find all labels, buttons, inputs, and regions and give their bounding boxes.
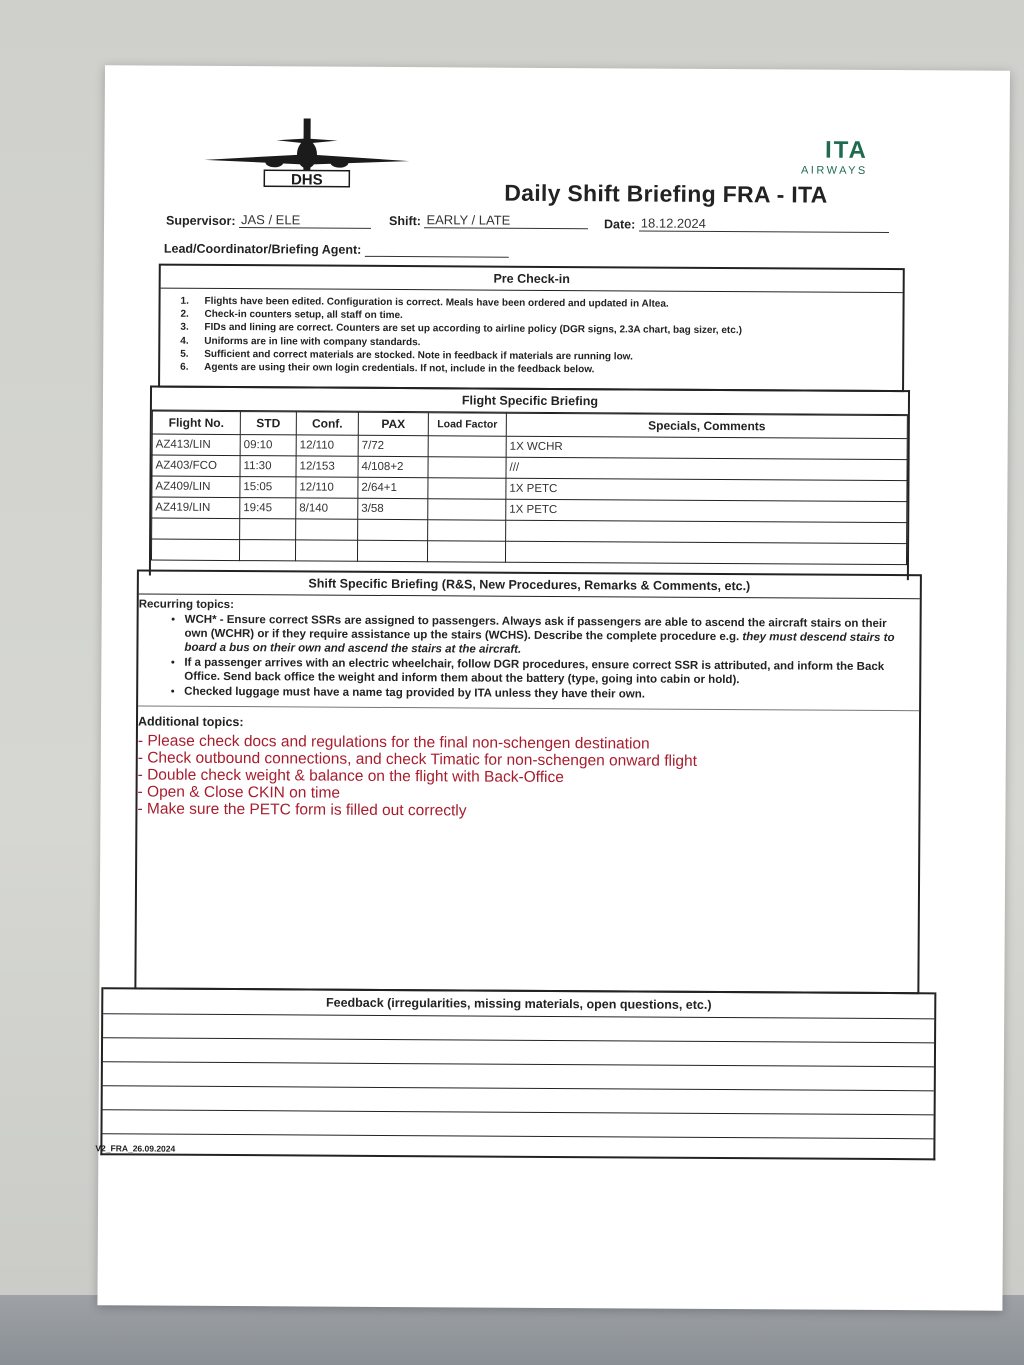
- table-cell: 8/140: [296, 498, 358, 519]
- list-item: • WCH* - Ensure correct SSRs are assigned to passengers. Always ask if passengers are able to ascend the aircraft stairs on their own (WCHR) or if they require assistance up the stairs (WCHS). Describe the complete procedure e.g. they must descend stairs to board a bus on their own and ascend the stairs at the aircraft.: [184, 613, 905, 659]
- supervisor-value: JAS / ELE: [239, 212, 371, 229]
- table-cell: [428, 478, 506, 499]
- dhs-logo-text: DHS: [290, 171, 323, 189]
- column-header: Conf.: [296, 412, 358, 435]
- list-item: 5. Sufficient and correct materials are stocked. Note in feedback if materials are running low.: [180, 348, 633, 363]
- recurring-topics: [138, 594, 920, 711]
- shift-briefing-section: [134, 569, 922, 994]
- column-header: Load Factor: [428, 413, 506, 436]
- table-cell: 11:30: [240, 456, 296, 477]
- date-label: Date:: [604, 217, 636, 232]
- ita-logo-mark: ITA: [824, 136, 869, 164]
- lead-agent-value: [365, 242, 509, 258]
- table-cell: [295, 540, 357, 561]
- table-cell: [357, 540, 427, 561]
- table-cell: 15:05: [240, 477, 296, 498]
- list-item: - Open & Close CKIN on time: [137, 783, 341, 802]
- list-item: - Check outbound connections, and check Timatic for non-schengen onward flight: [137, 749, 698, 770]
- additional-topics-list: [137, 732, 919, 822]
- feedback-section: [100, 987, 936, 1160]
- table-cell: 1X PETC: [506, 499, 907, 522]
- table-cell: 1X WCHR: [506, 436, 907, 459]
- table-cell: 12/110: [296, 477, 358, 498]
- table-row: [151, 539, 906, 565]
- list-item: - Make sure the PETC form is filled out correctly: [137, 800, 467, 820]
- feedback-title: Feedback (irregularities, missing materials, open questions, etc.): [103, 987, 934, 1019]
- table-cell: 12/153: [296, 456, 358, 477]
- table-cell: 19:45: [240, 498, 296, 519]
- table-cell: [428, 520, 506, 541]
- list-item: 2. Check-in counters setup, all staff on time.: [180, 308, 403, 322]
- table-cell: [296, 519, 358, 540]
- additional-topics: [137, 706, 919, 822]
- shift-briefing-title: Shift Specific Briefing (R&S, New Procedures, Remarks & Comments, etc.): [139, 571, 920, 599]
- table-cell: AZ419/LIN: [152, 497, 240, 519]
- list-item: - Double check weight & balance on the flight with Back-Office: [137, 766, 564, 787]
- table-cell: 12/110: [296, 435, 358, 456]
- list-item: - Please check docs and regulations for the final non-schengen destination: [137, 732, 650, 753]
- table-cell: 7/72: [358, 435, 428, 456]
- table-cell: AZ403/FCO: [152, 455, 240, 477]
- flight-briefing-title: Flight Specific Briefing: [152, 388, 908, 416]
- ita-logo-subtext: AIRWAYS: [800, 164, 868, 177]
- lead-agent-label: Lead/Coordinator/Briefing Agent:: [163, 241, 362, 257]
- pre-checkin-list: [160, 289, 903, 379]
- list-item: 4. Uniforms are in line with company standards.: [180, 335, 421, 348]
- table-cell: AZ413/LIN: [152, 434, 240, 456]
- table-cell: [151, 539, 239, 561]
- list-item: 3. FIDs and lining are correct. Counters are set up according to airline policy (DGR signs, 2.3A chart, bag sizer, etc.): [180, 322, 742, 337]
- date-field: [604, 215, 889, 233]
- flight-briefing-section: [149, 386, 910, 581]
- column-header: Flight No.: [152, 411, 240, 435]
- feedback-line: [102, 1110, 933, 1139]
- list-item: • If a passenger arrives with an electric wheelchair, follow DGR procedures, ensure correct SSR is attributed, and inform the Back Office. Send back office the weight and inform them about the battery (type, going into cabin or hold).: [184, 656, 905, 688]
- shift-label: Shift:: [389, 213, 422, 229]
- table-cell: ///: [506, 457, 907, 480]
- version-code: V2_FRA_26.09.2024: [95, 1143, 176, 1154]
- list-item: 6. Agents are using their own login credentials. If not, include in the feedback below.: [180, 361, 595, 376]
- ita-airways-logo: [774, 135, 894, 178]
- column-header: PAX: [358, 412, 428, 435]
- table-cell: 09:10: [240, 435, 296, 456]
- recurring-topics-list: [138, 612, 906, 703]
- table-cell: [240, 519, 296, 540]
- flight-table: [151, 411, 908, 566]
- column-header: STD: [240, 412, 296, 435]
- table-cell: [428, 457, 506, 478]
- lead-agent-field: [164, 241, 509, 258]
- list-item: 1. Flights have been edited. Configuration is correct. Meals have been ordered and updated in Altea.: [180, 295, 669, 310]
- table-cell: [239, 540, 295, 561]
- list-item: • Checked luggage must have a name tag provided by ITA unless they have their own.: [184, 685, 905, 703]
- page-title: Daily Shift Briefing FRA - ITA: [504, 179, 828, 208]
- table-cell: [358, 519, 428, 540]
- pre-checkin-title: Pre Check-in: [161, 266, 903, 294]
- table-cell: [428, 436, 506, 457]
- table-cell: 3/58: [358, 498, 428, 519]
- dhs-airplane-logo: [204, 114, 409, 197]
- shift-field: [389, 212, 589, 229]
- table-cell: 2/64+1: [358, 477, 428, 498]
- recurring-topics-label: Recurring topics:: [138, 598, 234, 612]
- table-cell: [152, 518, 240, 540]
- pre-checkin-section: [158, 264, 905, 393]
- date-value: 18.12.2024: [639, 215, 889, 233]
- table-cell: AZ409/LIN: [152, 476, 240, 498]
- table-cell: [428, 499, 506, 520]
- supervisor-field: [166, 212, 371, 229]
- table-cell: 4/108+2: [358, 456, 428, 477]
- table-cell: [505, 541, 906, 564]
- shift-value: EARLY / LATE: [424, 212, 588, 229]
- column-header: Specials, Comments: [506, 413, 907, 438]
- briefing-sheet: [97, 65, 1010, 1311]
- table-cell: [506, 520, 907, 543]
- table-cell: [427, 541, 505, 562]
- table-cell: 1X PETC: [506, 478, 907, 501]
- additional-topics-label: Additional topics:: [137, 714, 244, 730]
- supervisor-label: Supervisor:: [166, 213, 236, 229]
